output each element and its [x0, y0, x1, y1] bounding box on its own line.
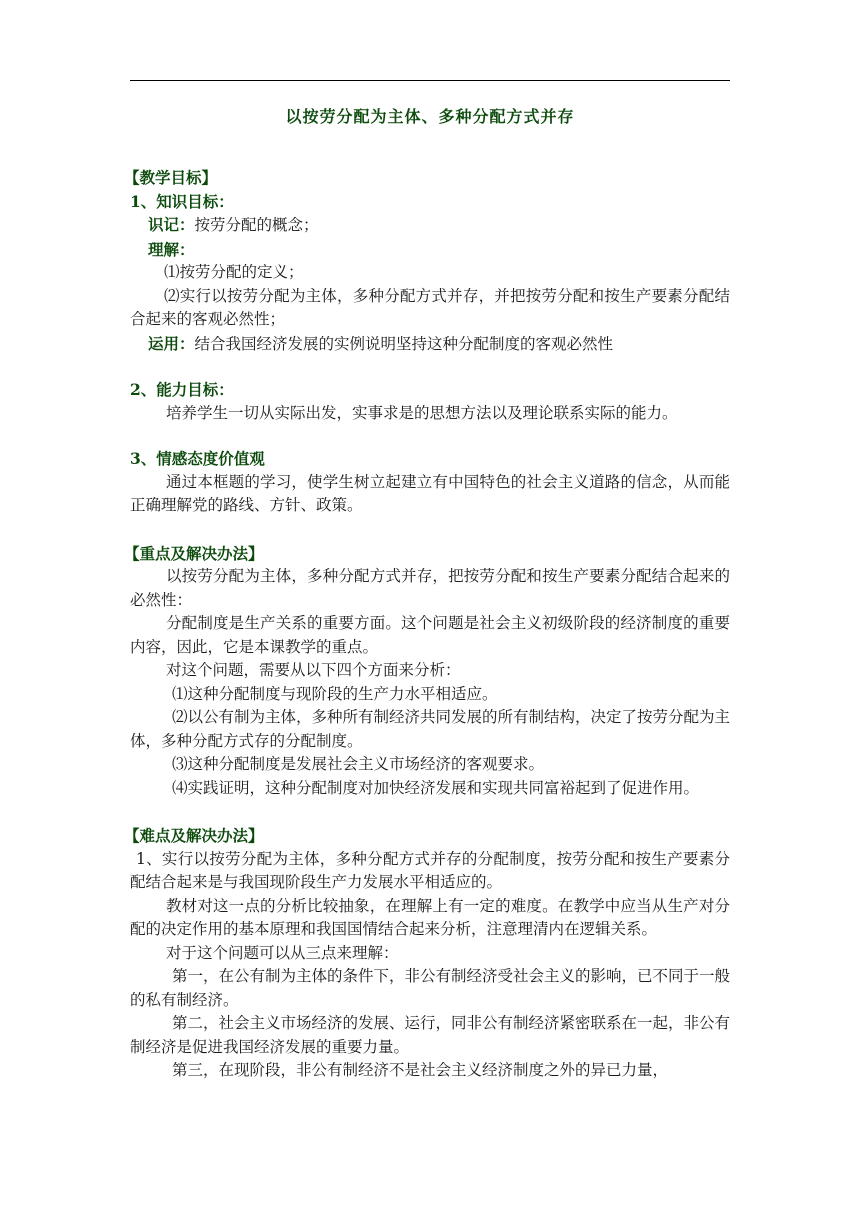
document-body — [124, 166, 731, 1083]
section-heading-key-points: 【重点及解决办法】 — [124, 543, 264, 563]
difficult-points-p3: 对于这个问题可以从三点来理解： — [166, 943, 399, 962]
emotion-goals-heading: 3、情感态度价值观 — [130, 449, 265, 468]
apply-text: 结合我国经济发展的实例说明坚持这种分配制度的客观必然性 — [194, 334, 614, 353]
ability-goals-text: 培养学生一切从实际出发，实事求是的思想方法以及理论联系实际的能力。 — [166, 403, 678, 422]
key-points-p1: 以按劳分配为主体，多种分配方式并存，把按劳分配和按生产要素分配结合起来的必然性： — [130, 567, 730, 609]
recall-text: 按劳分配的概念； — [194, 216, 319, 234]
understand-item-2: ⑵实行以按劳分配为主体，多种分配方式并存，并把按劳分配和按生产要素分配结合起来的客观必然性； — [130, 286, 730, 328]
page-title: 以按劳分配为主体、多种分配方式并存 — [285, 107, 575, 126]
section-heading-teaching-goals: 【教学目标】 — [124, 168, 218, 187]
section-heading-difficult-points: 【难点及解决办法】 — [124, 826, 264, 845]
difficult-points-third: 第三，在现阶段，非公有制经济不是社会主义经济制度之外的异已力量， — [172, 1061, 669, 1079]
difficult-points-second: 第二，社会主义市场经济的发展、运行，同非公有制经济紧密联系在一起，非公有制经济是促进我国经济发展的重要力量。 — [130, 1014, 731, 1056]
understand-label: 理解： — [148, 239, 195, 259]
recall-line — [130, 213, 730, 238]
key-points-p2: 分配制度是生产关系的重要方面。这个问题是社会主义初级阶段的经济制度的重要内容，因此，它是本课教学的重点。 — [130, 614, 730, 656]
key-points-item-2: ⑵以公有制为主体，多种所有制经济共同发展的所有制结构，决定了按劳分配为主体，多种分配方式存的分配制度。 — [130, 708, 731, 750]
key-points-item-4: ⑷实践证明，这种分配制度对加快经济发展和实现共同富裕起到了促进作用。 — [172, 778, 700, 797]
key-points-item-3: ⑶这种分配制度是发展社会主义市场经济的客观要求。 — [172, 755, 545, 773]
apply-label: 运用： — [148, 333, 195, 353]
apply-line — [130, 332, 730, 357]
emotion-goals-text: 通过本框题的学习，使学生树立起建立有中国特色的社会主义道路的信念，从而能正确理解党的路线、方针、政策。 — [130, 472, 730, 514]
ability-goals-heading: 2、能力目标： — [130, 380, 234, 399]
header-rule — [130, 80, 730, 81]
understand-item-1: ⑴按劳分配的定义； — [164, 263, 304, 281]
difficult-points-first: 第一，在公有制为主体的条件下，非公有制经济受社会主义的影响，已不同于一般的私有制经济。 — [130, 967, 731, 1009]
recall-label: 识记： — [148, 215, 195, 234]
knowledge-goals-heading: 1、知识目标： — [130, 191, 234, 211]
difficult-points-p2: 教材对这一点的分析比较抽象，在理解上有一定的难度。在教学中应当从生产对分配的决定作用的基本原理和我国国情结合起来分析，注意理清内在逻辑关系。 — [130, 896, 730, 938]
key-points-item-1: ⑴这种分配制度与现阶段的生产力水平相适应。 — [172, 684, 498, 703]
key-points-p3: 对这个问题，需要从以下四个方面来分析： — [166, 661, 461, 679]
difficult-points-p1: 1、实行以按劳分配为主体，多种分配方式并存的分配制度，按劳分配和按生产要素分配结合起来是与我国现阶段生产力发展水平相适应的。 — [130, 849, 730, 891]
